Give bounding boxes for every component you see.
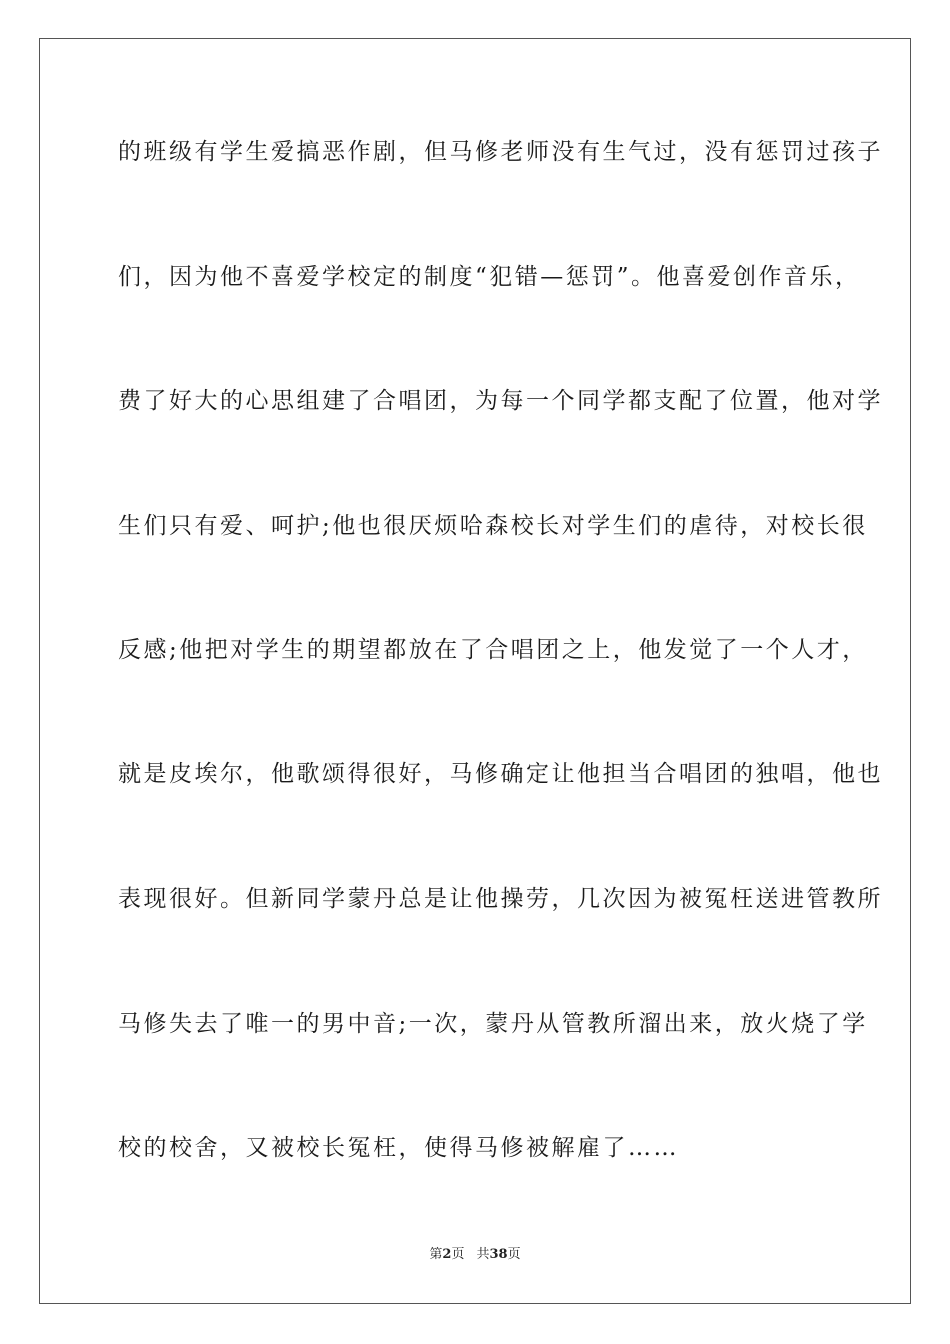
text-line: 的班级有学生爱搞恶作剧，但马修老师没有生气过，没有惩罚过孩子	[118, 139, 883, 165]
text-line: 表现很好。但新同学蒙丹总是让他操劳，几次因为被冤枉送进管教所	[118, 886, 883, 912]
text-line: 校的校舍，又被校长冤枉，使得马修被解雇了……	[118, 1135, 679, 1161]
total-prefix: 共	[476, 1247, 490, 1262]
page-suffix: 页	[451, 1247, 465, 1262]
total-pages: 38	[489, 1247, 508, 1262]
page-number: 2	[442, 1247, 452, 1262]
page-footer	[0, 1246, 950, 1264]
page-prefix: 第	[429, 1247, 443, 1262]
total-suffix: 页	[507, 1247, 521, 1262]
text-line: 生们只有爱、呵护;他也很厌烦哈森校长对学生们的虐待，对校长很	[118, 513, 868, 539]
page-border	[39, 38, 911, 1304]
text-line: 马修失去了唯一的男中音;一次，蒙丹从管教所溜出来，放火烧了学	[118, 1011, 868, 1037]
text-line: 们，因为他不喜爱学校定的制度“犯错—惩罚”。他喜爱创作音乐，	[118, 264, 861, 290]
text-line: 费了好大的心思组建了合唱团，为每一个同学都支配了位置，他对学	[118, 388, 883, 414]
text-line: 就是皮埃尔，他歌颂得很好，马修确定让他担当合唱团的独唱，他也	[118, 761, 883, 787]
text-line: 反感;他把对学生的期望都放在了合唱团之上，他发觉了一个人才，	[118, 637, 868, 663]
